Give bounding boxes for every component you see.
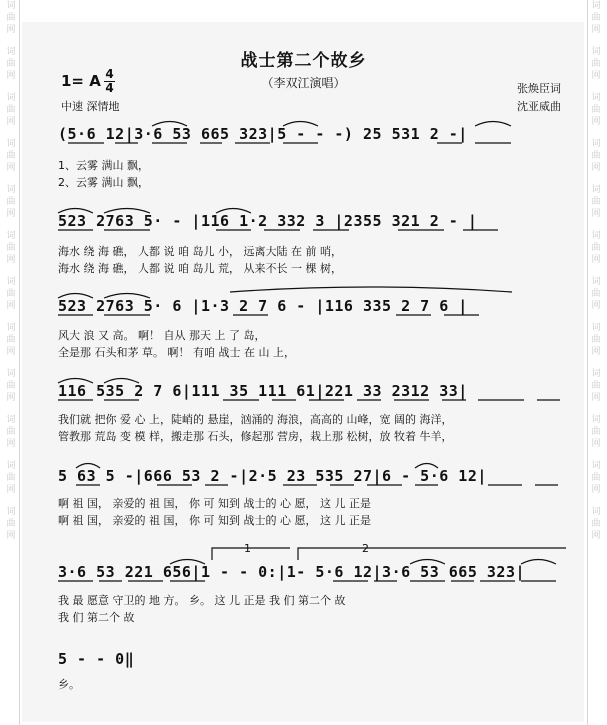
notation-line-1: (5·6 12|3·6 53 665 323|5 - - -) 25 531 2 -| xyxy=(58,125,468,143)
lyric-line-6-2: 我 们 第二个 故 xyxy=(58,611,135,624)
watermark-char: 曲 xyxy=(591,13,601,23)
slur-mark xyxy=(104,294,150,299)
watermark-char: 网 xyxy=(591,209,601,219)
watermark-char: 曲 xyxy=(591,197,601,207)
slur-mark xyxy=(216,209,251,214)
slur-mark xyxy=(152,122,187,127)
watermark-char: 词 xyxy=(6,1,16,11)
watermark-char: 网 xyxy=(591,163,601,173)
watermark-char: 网 xyxy=(6,301,16,311)
slur-mark xyxy=(58,379,93,384)
watermark-char: 曲 xyxy=(6,243,16,253)
watermark-char: 词 xyxy=(6,93,16,103)
watermark-char: 网 xyxy=(591,439,601,449)
key-signature: 1= A xyxy=(61,72,101,90)
slur-mark xyxy=(283,122,318,127)
watermark-char: 词 xyxy=(6,323,16,333)
volta-1-label: 1 xyxy=(244,542,251,555)
watermark-char: 词 xyxy=(591,93,601,103)
watermark-char: 曲 xyxy=(6,473,16,483)
watermark-char: 网 xyxy=(591,485,601,495)
watermark-char: 网 xyxy=(6,485,16,495)
notation-line-4: 116 535 2 7 6|111 35 111 61|221 33 2312 33| xyxy=(58,382,468,400)
slur-mark xyxy=(58,294,93,299)
watermark-char: 网 xyxy=(6,71,16,81)
watermark-char: 词 xyxy=(591,185,601,195)
watermark-char: 网 xyxy=(6,117,16,127)
watermark-char: 网 xyxy=(6,25,16,35)
watermark-char: 网 xyxy=(591,531,601,541)
watermark-char: 词 xyxy=(591,461,601,471)
watermark-char: 网 xyxy=(591,301,601,311)
watermark-char: 词 xyxy=(591,507,601,517)
time-signature-top: 4 xyxy=(105,67,114,81)
lyric-line-2-1: 海水 绕 海 礁， 人都 说 咱 岛儿 小， 远离大陆 在 前 哨， xyxy=(58,245,342,258)
watermark-char: 网 xyxy=(591,71,601,81)
watermark-char: 网 xyxy=(591,255,601,265)
watermark-char: 网 xyxy=(6,255,16,265)
notation-line-6: 3·6 53 221 656|1 - - 0:|1- 5·6 12|3·6 53 665 323| xyxy=(58,563,526,581)
watermark-char: 网 xyxy=(6,439,16,449)
watermark-char: 曲 xyxy=(6,105,16,115)
watermark-char: 曲 xyxy=(6,59,16,69)
watermark-char: 曲 xyxy=(591,381,601,391)
watermark-char: 曲 xyxy=(591,335,601,345)
watermark-char: 词 xyxy=(6,369,16,379)
lyric-line-4-1: 我们就 把你 爱 心 上，陡峭的 悬崖，汹涌的 海浪，高高的 山峰，宽 阔的 海洋， xyxy=(58,413,453,426)
lyric-line-4-2: 管教那 荒岛 变 模 样，搬走那 石头，修起那 营房，栽上那 松树，放 牧着 牛羊， xyxy=(58,430,453,443)
watermark-char: 网 xyxy=(591,25,601,35)
watermark-char: 词 xyxy=(591,415,601,425)
watermark-char: 词 xyxy=(591,277,601,287)
watermark-char: 网 xyxy=(6,347,16,357)
watermark-char: 词 xyxy=(591,47,601,57)
watermark-char: 网 xyxy=(6,163,16,173)
lyric-line-7-1: 乡。 xyxy=(58,678,80,691)
notation-line-3: 523 2763 5· 6 |1·3 2 7 6 - |116 335 2 7 6 | xyxy=(58,297,468,315)
lyric-line-6-1: 我 最 愿意 守卫的 地 方。 乡。 这 儿 正是 我 们 第二个 故 xyxy=(58,594,346,607)
watermark-char: 曲 xyxy=(591,473,601,483)
watermark-char: 词 xyxy=(591,231,601,241)
slur-mark xyxy=(104,209,150,214)
slur-mark xyxy=(76,464,100,469)
watermark-char: 词 xyxy=(591,139,601,149)
lyric-line-5-1: 啊 祖 国， 亲爱的 祖 国， 你 可 知到 战士的 心 愿， 这 儿 正是 xyxy=(58,497,371,510)
watermark-char: 曲 xyxy=(591,105,601,115)
watermark-char: 曲 xyxy=(591,289,601,299)
watermark-char: 词 xyxy=(591,1,601,11)
slur-mark xyxy=(58,209,93,214)
watermark-char: 曲 xyxy=(591,243,601,253)
lyric-line-2-2: 海水 绕 海 礁， 人都 说 咱 岛儿 荒， 从来不长 一 棵 树， xyxy=(58,262,342,275)
watermark-char: 曲 xyxy=(591,59,601,69)
watermark-char: 词 xyxy=(6,47,16,57)
tempo-marking: 中速 深情地 xyxy=(61,100,120,113)
watermark-char: 网 xyxy=(6,209,16,219)
watermark-char: 曲 xyxy=(6,151,16,161)
notation-line-5: 5 63 5 -|666 53 2 -|2·5 23 535 27|6 - 5·6 12| xyxy=(58,467,487,485)
slur-mark xyxy=(475,122,511,127)
watermark-char: 曲 xyxy=(6,13,16,23)
watermark-char: 曲 xyxy=(6,197,16,207)
watermark-char: 网 xyxy=(591,347,601,357)
notation-line-2: 523 2763 5· - |116 1·2 332 3 |2355 321 2 - | xyxy=(58,212,478,230)
lyricist-credit: 张焕臣词 xyxy=(517,82,561,95)
watermark-char: 词 xyxy=(6,139,16,149)
composer-credit: 沈亚威曲 xyxy=(517,100,561,113)
watermark-char: 曲 xyxy=(6,335,16,345)
watermark-char: 网 xyxy=(6,531,16,541)
watermark-char: 曲 xyxy=(591,151,601,161)
watermark-char: 网 xyxy=(591,117,601,127)
slur-mark xyxy=(415,464,438,469)
volta-1-bracket xyxy=(212,548,290,560)
slur-mark xyxy=(410,560,445,565)
lyric-line-5-2: 啊 祖 国， 亲爱的 祖 国， 你 可 知到 战士的 心 愿， 这 儿 正是 xyxy=(58,514,371,527)
watermark-char: 词 xyxy=(591,369,601,379)
song-title: 战士第二个故乡 xyxy=(240,51,367,71)
slur-mark xyxy=(521,560,556,565)
watermark-char: 网 xyxy=(6,393,16,403)
watermark-char: 曲 xyxy=(6,427,16,437)
slur-mark xyxy=(170,560,205,565)
notation-line-7: 5 - - 0‖ xyxy=(58,650,135,668)
watermark-char: 曲 xyxy=(6,289,16,299)
watermark-char: 词 xyxy=(6,277,16,287)
slur-mark xyxy=(230,287,512,292)
watermark-char: 词 xyxy=(6,415,16,425)
volta-2-bracket xyxy=(298,548,566,560)
lyric-line-3-2: 全是那 石头和茅 草。 啊！ 有咱 战士 在 山 上， xyxy=(58,346,295,359)
watermark-char: 词 xyxy=(591,323,601,333)
watermark-char: 曲 xyxy=(6,519,16,529)
watermark-char: 词 xyxy=(6,507,16,517)
time-signature-bottom: 4 xyxy=(105,81,114,95)
watermark-char: 曲 xyxy=(591,519,601,529)
lyric-line-3-1: 风大 浪 又 高。 啊！ 自从 那天 上 了 岛， xyxy=(58,329,266,342)
watermark-char: 曲 xyxy=(591,427,601,437)
watermark-char: 词 xyxy=(6,185,16,195)
performer-credit: （李双江演唱） xyxy=(261,76,346,90)
watermark-char: 词 xyxy=(6,231,16,241)
lyric-line-1-1: 1、云雾 满山 飘， xyxy=(58,159,149,172)
volta-2-label: 2 xyxy=(362,542,369,555)
watermark-char: 曲 xyxy=(6,381,16,391)
watermark-char: 网 xyxy=(591,393,601,403)
lyric-line-1-2: 2、云雾 满山 飘， xyxy=(58,176,149,189)
watermark-char: 词 xyxy=(6,461,16,471)
slur-mark xyxy=(104,379,139,384)
